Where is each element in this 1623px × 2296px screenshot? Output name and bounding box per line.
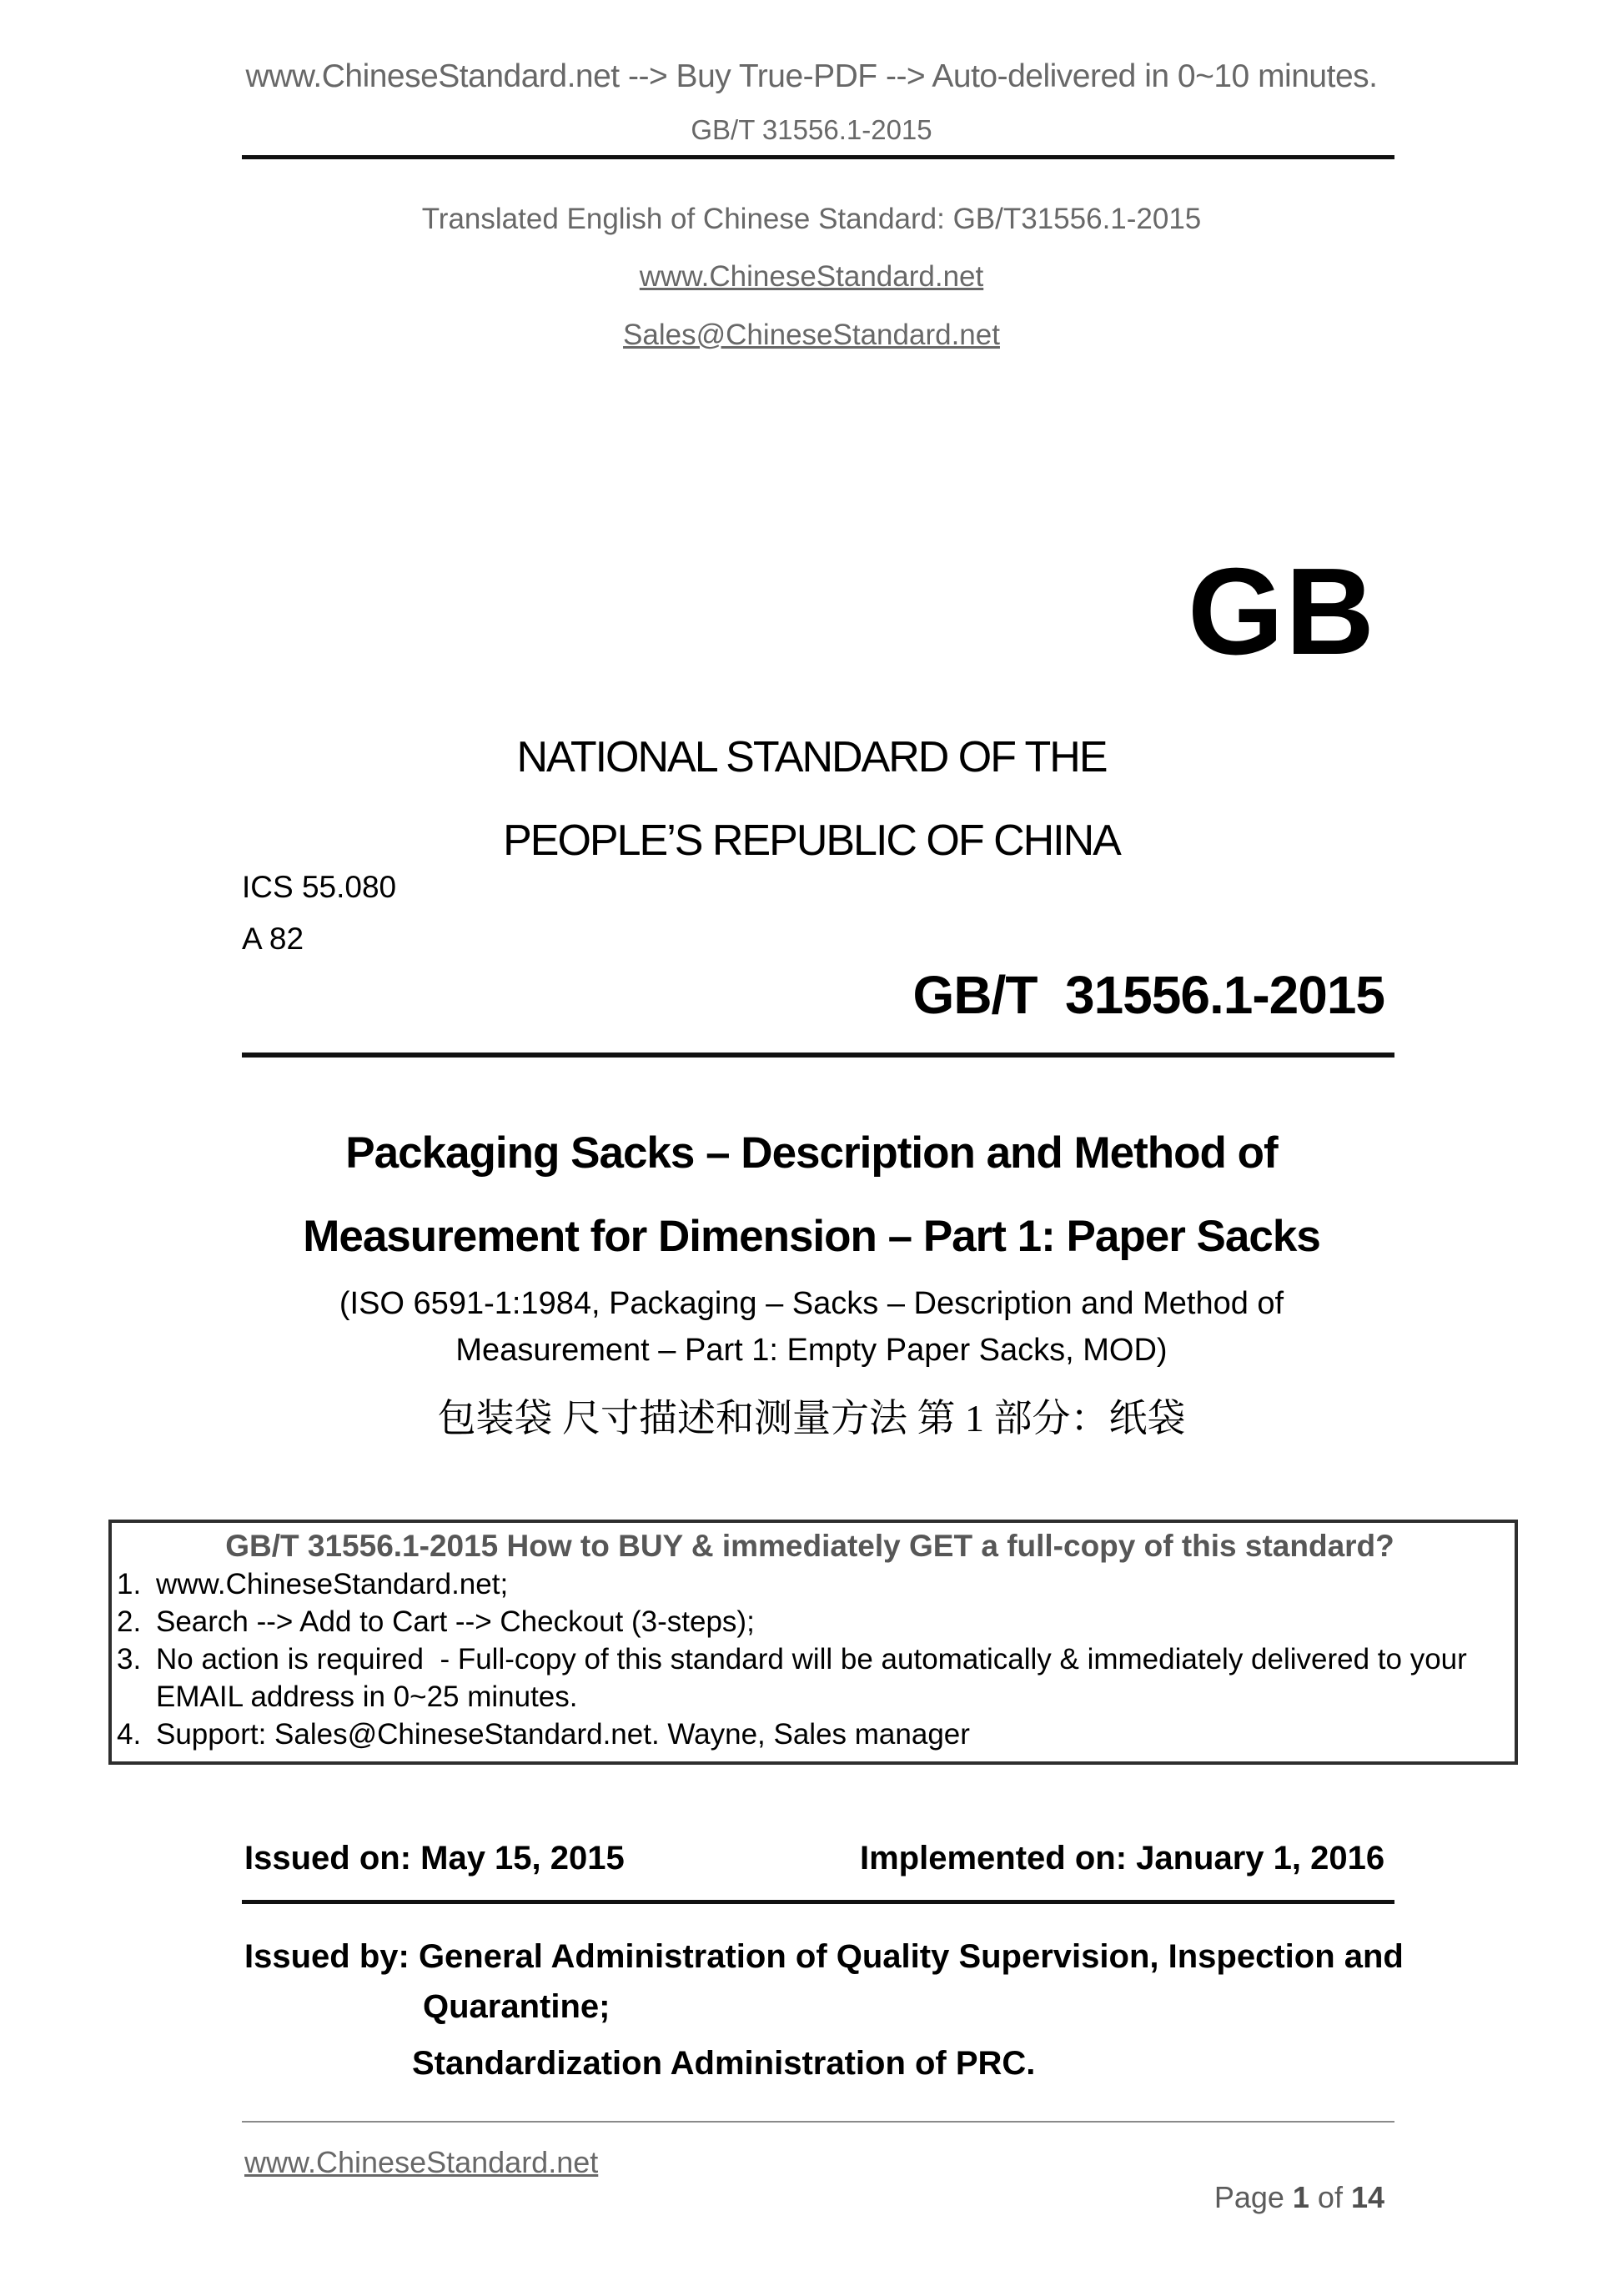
header-promo-line: www.ChineseStandard.net --> Buy True-PDF --> Auto-delivered in 0~10 minutes. — [245, 58, 1378, 94]
page-number: 1 — [1292, 2180, 1309, 2214]
list-item-text: No action is required - Full-copy of this standard will be automatically & immediately delivered to your EMAIL address in 0~25 minutes. — [156, 1643, 1475, 1713]
list-item-text: www.ChineseStandard.net; — [156, 1568, 509, 1600]
website-link[interactable]: www.ChineseStandard.net — [639, 260, 984, 293]
list-item — [117, 1603, 1503, 1640]
list-item-number: 3. — [117, 1643, 142, 1676]
buy-info-box — [108, 1520, 1518, 1765]
list-item-number: 2. — [117, 1605, 142, 1638]
issued-date: Issued on: May 15, 2015 — [244, 1840, 625, 1876]
header-doc-code: GB/T 31556.1-2015 — [691, 114, 932, 145]
of-word: of — [1309, 2180, 1351, 2214]
list-item — [117, 1640, 1503, 1716]
issuer-line2: Quarantine; — [423, 1988, 611, 2025]
issuer-line3: Standardization Administration of PRC. — [412, 2045, 1036, 2082]
list-item-text: Support: Sales@ChineseStandard.net. Wayne, Sales manager — [156, 1718, 970, 1751]
translated-note: Translated English of Chinese Standard: GB/T31556.1-2015 — [421, 203, 1202, 235]
ics-code: ICS 55.080 — [242, 870, 397, 904]
class-code: A 82 — [242, 922, 304, 956]
doc-title-line2: Measurement for Dimension – Part 1: Paper Sacks — [303, 1212, 1320, 1261]
list-item — [117, 1565, 1503, 1603]
iso-reference-line1: (ISO 6591-1:1984, Packaging – Sacks – Description and Method of — [339, 1286, 1284, 1321]
page-total: 14 — [1350, 2180, 1384, 2214]
list-item-text: Search --> Add to Cart --> Checkout (3-steps); — [156, 1605, 755, 1638]
standard-number-rule — [242, 1053, 1394, 1058]
doc-title-line1: Packaging Sacks – Description and Method of — [345, 1128, 1278, 1178]
dates-rule — [242, 1900, 1394, 1904]
footer-rule — [242, 2121, 1394, 2123]
national-standard-line2: PEOPLE’S REPUBLIC OF CHINA — [503, 816, 1120, 865]
buy-box-title: GB/T 31556.1-2015 How to BUY & immediately GET a full-copy of this standard? — [225, 1529, 1394, 1563]
header-rule — [242, 155, 1394, 159]
chinese-title: 包装袋 尺寸描述和测量方法 第 1 部分：纸袋 — [437, 1397, 1186, 1439]
sales-email-link[interactable]: Sales@ChineseStandard.net — [623, 319, 1000, 351]
list-item — [117, 1716, 1503, 1753]
standard-number: GB/T 31556.1-2015 — [912, 965, 1384, 1025]
list-item-number: 4. — [117, 1718, 142, 1751]
page-indicator — [1181, 2145, 1384, 2250]
iso-reference-line2: Measurement – Part 1: Empty Paper Sacks, MOD) — [455, 1333, 1168, 1368]
national-standard-line1: NATIONAL STANDARD OF THE — [516, 733, 1107, 781]
page-word: Page — [1213, 2180, 1293, 2214]
issuer-line1: Issued by: General Administration of Quality Supervision, Inspection and — [244, 1938, 1404, 1975]
footer-website-link[interactable]: www.ChineseStandard.net — [244, 2145, 599, 2179]
gb-logo: GB — [1188, 543, 1376, 681]
implemented-date: Implemented on: January 1, 2016 — [860, 1840, 1385, 1876]
list-item-number: 1. — [117, 1568, 142, 1600]
